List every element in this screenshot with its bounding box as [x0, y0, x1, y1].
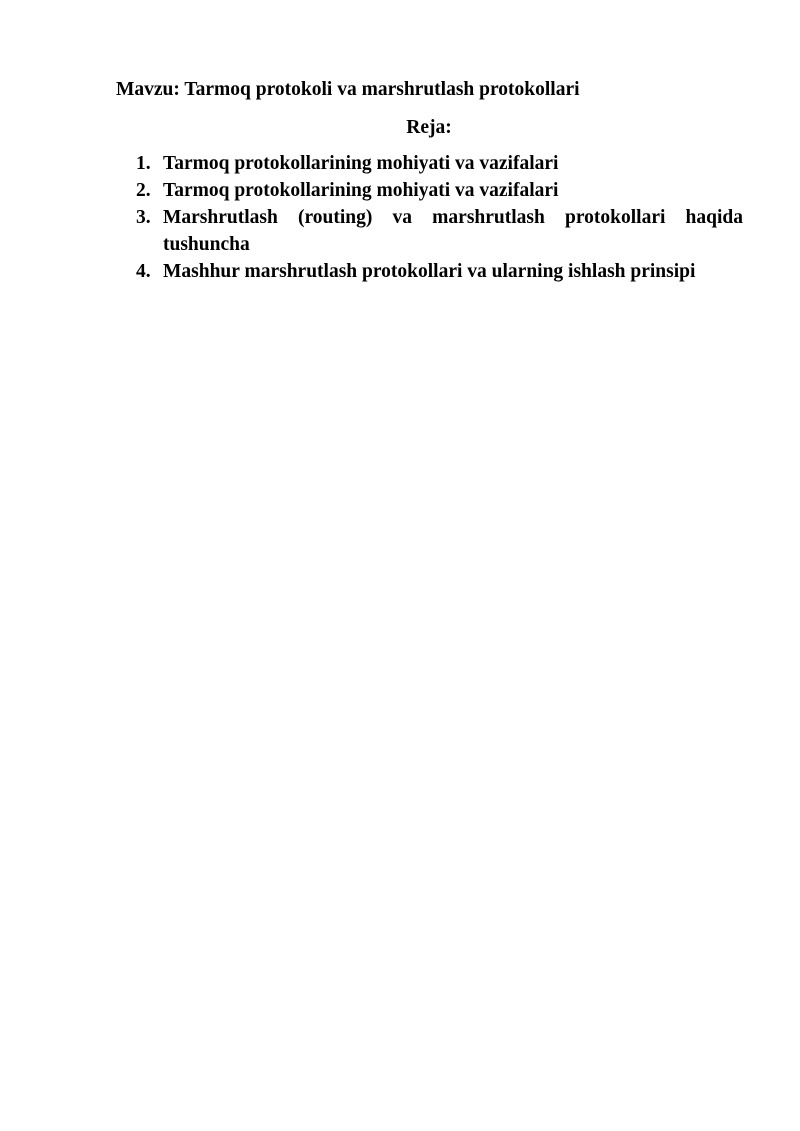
plan-item-number: 1.: [136, 153, 151, 174]
plan-item-text: Marshrutlash (routing) va marshrutlash protokollari haqida tushuncha: [163, 207, 743, 255]
document-title: Mavzu: Tarmoq protokoli va marshrutlash protokollari: [116, 79, 580, 100]
plan-item-3: [136, 204, 743, 258]
plan-item-number: 3.: [136, 207, 151, 228]
plan-item-2: [136, 177, 743, 204]
plan-item-number: 4.: [136, 261, 151, 282]
plan-list: [136, 150, 743, 285]
plan-item-4: [136, 258, 743, 285]
plan-item-text: Tarmoq protokollarining mohiyati va vazifalari: [163, 153, 559, 174]
plan-item-number: 2.: [136, 180, 151, 201]
plan-item-1: [136, 150, 743, 177]
plan-item-text: Tarmoq protokollarining mohiyati va vazifalari: [163, 180, 559, 201]
plan-heading: Reja:: [406, 117, 452, 138]
plan-item-text: Mashhur marshrutlash protokollari va ularning ishlash prinsipi: [163, 261, 696, 282]
